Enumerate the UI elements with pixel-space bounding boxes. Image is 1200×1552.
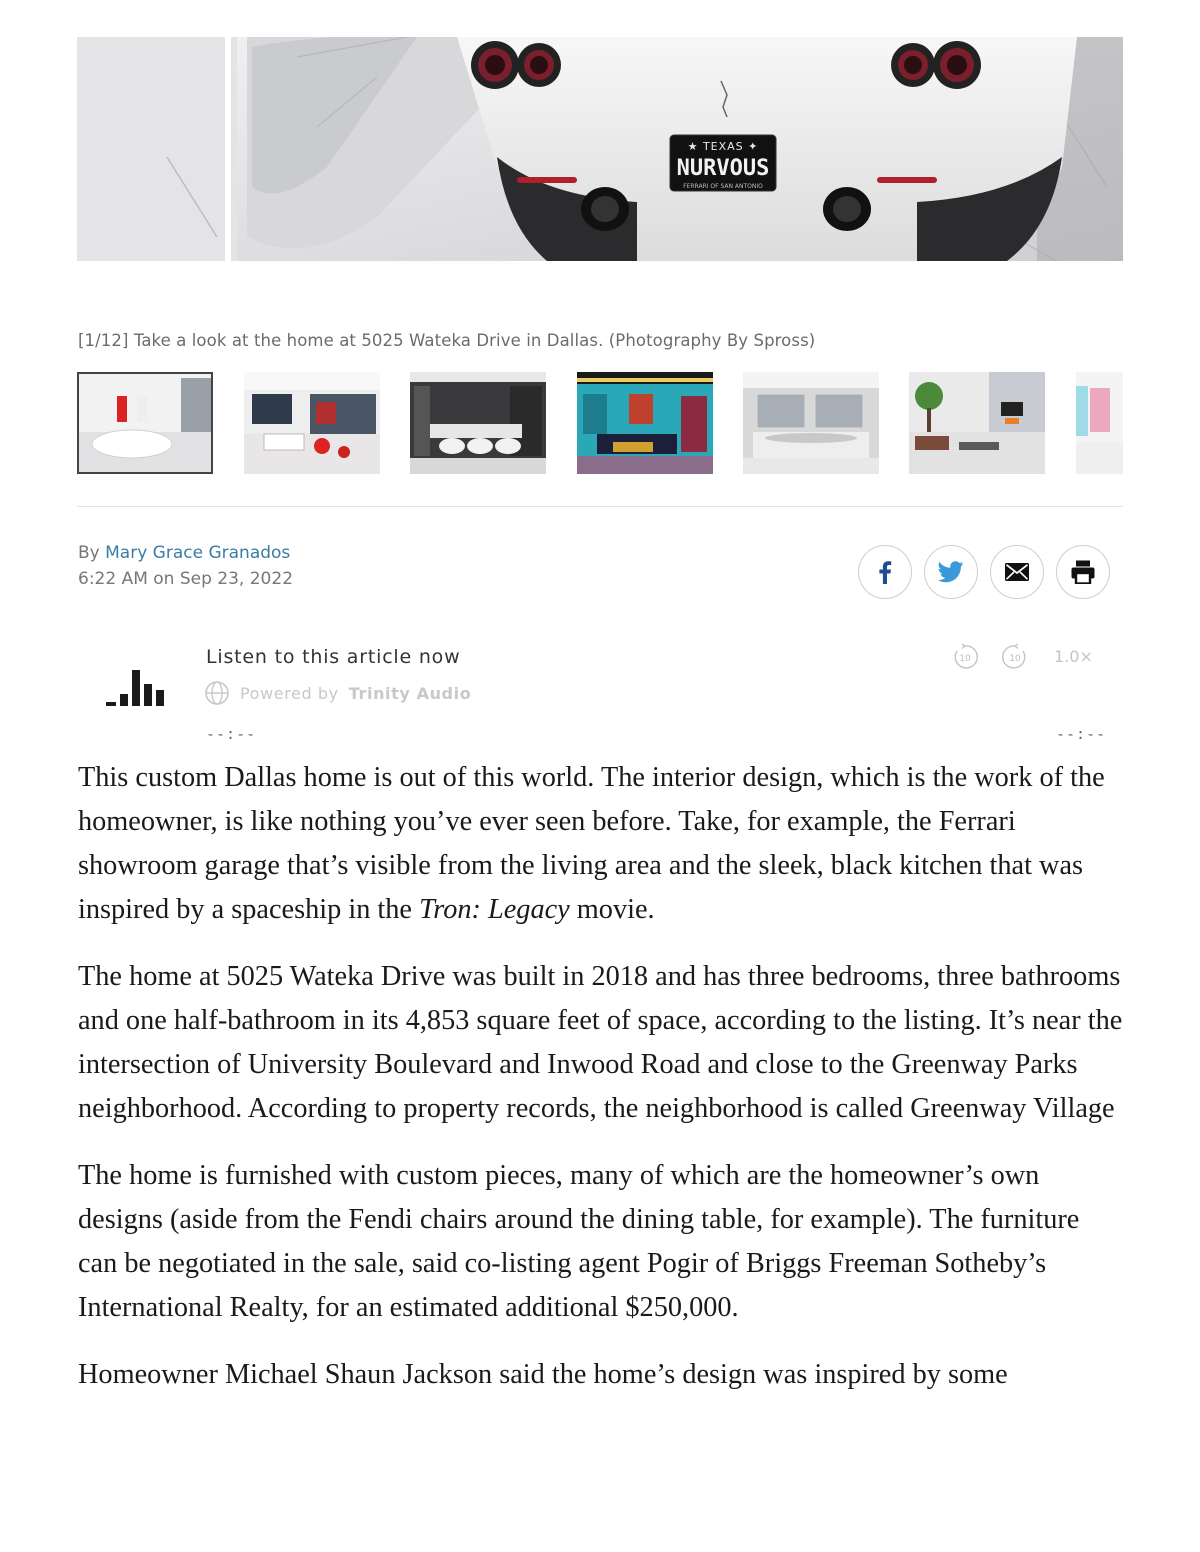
gallery-thumbnail-living-room[interactable] [244,372,380,474]
gallery-thumbnail-bedroom[interactable] [1076,372,1123,474]
article-paragraph-2: The home at 5025 Wateka Drive was built in 2018 and has three bedrooms, three bathrooms and one half-bathroom in its 4,853 square feet of space, according to the listing. It’s near the intersection of University Boulevard and Inwood Road and close to the Greenway Parks neighborhood. According to property records, the neighborhood is called Greenway Village [78,961,1123,1124]
gallery-caption: [1/12] Take a look at the home at 5025 Wateka Drive in Dallas. (Photography By Spross) [78,331,816,350]
audio-title: Listen to this article now [206,646,461,668]
audio-total-time: --:-- [1056,725,1107,743]
audio-play-icon[interactable] [106,666,166,708]
byline-prefix: By [78,543,106,563]
forward-label: 10 [1009,654,1021,664]
gallery-thumbnail-garage[interactable] [77,372,213,474]
gallery-thumbnail-bathroom[interactable] [743,372,879,474]
share-twitter-button[interactable] [924,545,978,599]
plate-bottom: FERRARI OF SAN ANTONIO [683,183,763,190]
byline [78,543,290,563]
article-paragraph-3: The home is furnished with custom pieces, many of which are the homeowner’s own designs (aside from the Fendi chairs around the dining table, for example). The furniture can be negotiated in the sale, said co-listing agent Pogir of Briggs Freeman Sotheby’s International Realty, for an estimated additional $250,000. [78,1160,1080,1323]
share-facebook-button[interactable] [858,545,912,599]
twitter-icon [938,561,964,583]
forward-icon [1001,643,1029,671]
gallery-thumbnail-fireplace-room[interactable] [909,372,1045,474]
ferrari-photo [77,37,1123,261]
author-link[interactable]: Mary Grace Granados [105,543,291,563]
rewind-label: 10 [959,654,971,664]
publish-date: 6:22 AM on Sep 23, 2022 [78,569,294,589]
powered-by-label: Powered by [240,683,339,703]
section-divider [77,506,1123,507]
gallery-main-image[interactable] [77,37,1123,261]
gallery-thumbnail-strip [77,372,1123,474]
rewind-10-button[interactable] [951,643,979,671]
movie-title: Tron: Legacy [419,894,570,925]
playback-speed-button[interactable]: 1.0× [1054,647,1093,666]
trinity-audio-link[interactable]: Trinity Audio [348,683,472,703]
audio-powered-by [204,680,471,706]
printer-icon [1071,560,1095,584]
plate-main: NURVOUS [676,156,770,181]
forward-10-button[interactable] [1001,643,1029,671]
facebook-icon [878,560,892,584]
gallery-thumbnail-kitchen[interactable] [410,372,546,474]
gallery-thumbnail-arcade-room[interactable] [577,372,713,474]
rewind-icon [951,643,979,671]
print-button[interactable] [1056,545,1110,599]
share-email-button[interactable] [990,545,1044,599]
email-icon [1005,563,1029,581]
audio-current-time: --:-- [206,725,257,743]
globe-icon [204,680,230,706]
article-body [78,756,1124,1420]
article-paragraph-1: This custom Dallas home is out of this world. The interior design, which is the work of the homeowner, is like nothing you’ve ever seen before. Take, for example, the Ferrari showroom garage that’s visible from the living area and the sleek, black kitchen that was inspired by a spaceship in the Tron: Legacy movie. [78,762,1105,925]
article-paragraph-4: Homeowner Michael Shaun Jackson said the home’s design was inspired by some [78,1359,1008,1390]
plate-top: ★ TEXAS ✦ [687,140,759,153]
